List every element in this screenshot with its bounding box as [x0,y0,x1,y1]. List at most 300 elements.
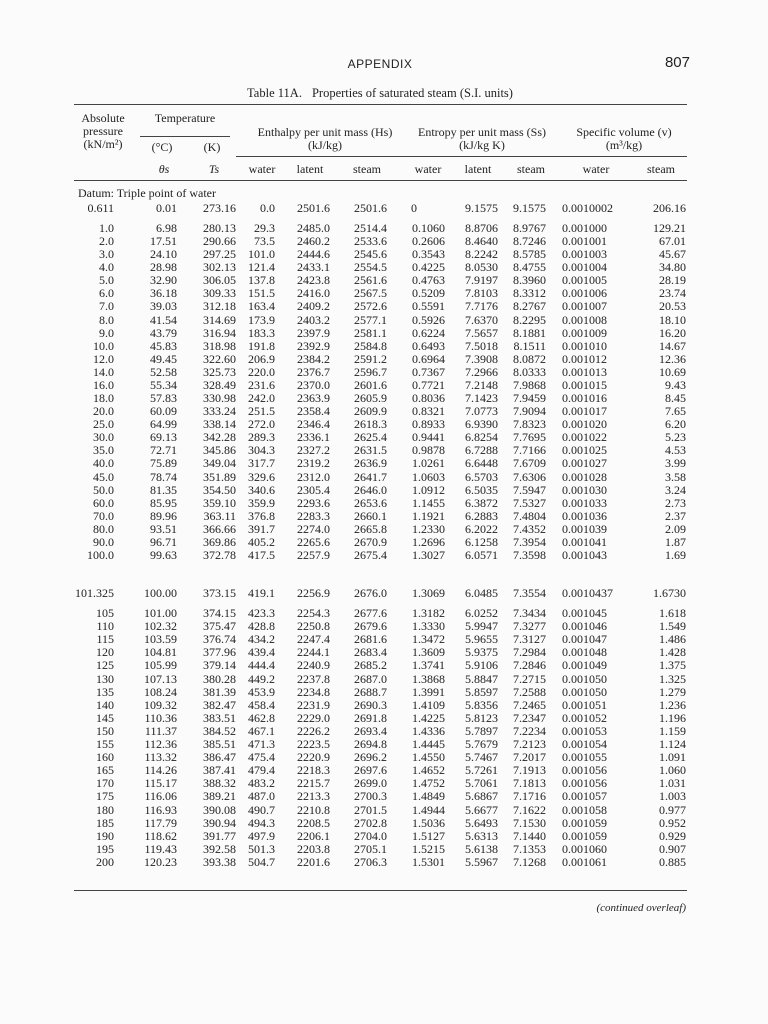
cell-s-latent: 6.0571 [465,548,498,562]
header-entropy: Entropy per unit mass (Ss) [418,125,546,139]
cell-s-steam: 7.2123 [513,737,546,751]
cell-s-latent: 5.7261 [465,763,498,778]
cell-h-steam: 2596.7 [354,364,387,379]
cell-h-steam: 2705.1 [354,841,387,856]
cell-t-s: 318.98 [203,338,236,353]
cell-h-water: 101.0 [248,247,275,262]
cell-pressure: 25.0 [93,417,114,432]
cell-s-latent: 7.5657 [465,325,498,340]
table-row [74,633,687,645]
cell-v-water: 0.001053 [562,723,607,738]
header-theta: θs [158,162,170,176]
cell-s-water: 1.4225 [412,710,445,725]
cell-v-steam: 10.69 [659,364,686,379]
cell-v-steam: 34.80 [659,260,686,275]
cell-h-steam: 2609.9 [354,404,387,419]
cell-v-steam: 1.618 [659,606,686,620]
cell-h-water: 183.3 [248,325,275,340]
cell-h-water: 242.0 [248,391,275,406]
cell-s-water: 1.1921 [412,508,445,523]
cell-h-steam: 2701.5 [354,802,387,817]
table-row [74,418,687,430]
cell-v-steam: 28.19 [659,273,686,288]
cell-v-water: 0.001030 [562,482,607,497]
cell-v-water: 0.001000 [562,221,607,235]
cell-h-latent: 2363.9 [297,391,330,406]
cell-v-water: 0.001056 [562,763,607,778]
cell-s-latent: 5.7061 [465,776,498,791]
cell-h-latent: 2220.9 [297,750,330,765]
cell-s-steam: 8.1511 [513,338,546,353]
cell-s-latent: 5.6867 [465,789,498,804]
cell-s-latent: 6.2022 [465,521,498,536]
cell-t-s: 383.51 [203,710,236,725]
cell-v-steam: 14.67 [659,338,686,353]
cell-h-steam: 2694.8 [354,737,387,751]
cell-s-water: 0 [411,201,417,215]
cell-s-water: 1.3609 [412,645,445,660]
cell-h-steam: 2618.3 [354,417,387,432]
cell-s-steam: 8.3312 [513,286,546,301]
cell-v-steam: 23.74 [659,286,686,301]
cell-h-steam: 2641.7 [354,469,387,484]
table-row [74,248,687,260]
cell-h-water: 29.3 [254,221,275,235]
cell-pressure: 5.0 [99,273,114,288]
cell-pressure: 80.0 [93,521,114,536]
cell-s-latent: 5.6677 [465,802,498,817]
cell-pressure: 165 [96,763,114,778]
cell-theta-s: 45.83 [150,338,177,353]
cell-v-steam: 67.01 [659,234,686,249]
cell-h-latent: 2346.4 [297,417,330,432]
cell-theta-s: 93.51 [150,521,177,536]
cell-pressure: 7.0 [99,299,114,314]
cell-s-steam: 7.2846 [513,658,546,673]
cell-h-latent: 2208.5 [297,815,330,830]
cell-s-latent: 5.8123 [465,710,498,725]
cell-h-latent: 2397.9 [297,325,330,340]
cell-h-water: 497.9 [248,828,275,843]
cell-v-water: 0.001057 [562,789,607,804]
cell-pressure: 50.0 [93,482,114,497]
cell-pressure: 2.0 [99,234,114,249]
cell-s-water: 1.4550 [412,750,445,765]
cell-h-steam: 2591.2 [354,351,387,366]
cell-theta-s: 24.10 [150,247,177,262]
cell-pressure: 200 [96,854,114,869]
cell-h-latent: 2370.0 [297,377,330,392]
header-pressure-line-3: (kN/m²) [83,137,123,151]
cell-h-water: 173.9 [248,312,275,327]
cell-s-water: 0.6224 [412,325,445,340]
cell-pressure: 3.0 [99,247,114,262]
table-row [74,457,687,469]
cell-h-water: 317.7 [248,456,275,471]
header-s-latent: latent [464,162,492,176]
cell-s-steam: 8.2295 [513,312,546,327]
cell-h-latent: 2312.0 [297,469,330,484]
cell-h-latent: 2409.2 [297,299,330,314]
cell-s-latent: 9.1575 [465,201,498,215]
cell-s-latent: 7.0773 [465,404,498,419]
cell-v-water: 0.001006 [562,286,607,301]
cell-h-steam: 2584.8 [354,338,387,353]
header-Ts: Ts [208,162,220,176]
cell-v-steam: 20.53 [659,299,686,314]
cell-v-steam: 6.20 [665,417,686,432]
table-row [74,620,687,632]
running-title: APPENDIX [347,57,413,71]
cell-s-latent: 6.3872 [465,495,498,510]
cell-h-water: 289.3 [248,430,275,445]
cell-h-latent: 2250.8 [297,619,330,634]
cell-v-water: 0.001025 [562,443,607,458]
header-enthalpy-unit: (kJ/kg) [308,138,342,152]
cell-v-steam: 1.87 [665,534,686,549]
cell-h-steam: 2636.9 [354,456,387,471]
cell-pressure: 170 [96,776,114,791]
cell-t-s: 354.50 [203,482,236,497]
cell-pressure: 135 [96,684,114,699]
cell-h-steam: 2581.1 [354,325,387,340]
cell-h-latent: 2327.2 [297,443,330,458]
cell-v-steam: 4.53 [665,443,686,458]
cell-theta-s: 72.71 [150,443,177,458]
cell-pressure: 190 [96,828,114,843]
cell-s-water: 1.0261 [412,456,445,471]
cell-h-latent: 2203.8 [297,841,330,856]
cell-t-s: 390.08 [203,802,236,817]
cell-h-water: 458.4 [248,697,275,712]
cell-pressure: 175 [96,789,114,804]
cell-v-steam: 3.24 [665,482,686,497]
cell-s-steam: 7.3554 [513,586,546,600]
cell-h-steam: 2514.4 [354,221,387,235]
cell-s-steam: 7.3127 [513,632,546,647]
cell-h-water: 467.1 [248,723,275,738]
table-row [74,659,687,671]
cell-v-steam: 3.58 [665,469,686,484]
cell-theta-s: 117.79 [144,815,177,830]
header-s-steam: steam [517,162,545,176]
continued-note: (continued overleaf) [596,902,686,914]
cell-theta-s: 109.32 [144,697,177,712]
table-row [74,202,687,214]
cell-h-steam: 2605.9 [354,391,387,406]
cell-t-s: 379.14 [203,658,236,673]
cell-t-s: 388.32 [203,776,236,791]
cell-t-s: 382.47 [203,697,236,712]
cell-pressure: 45.0 [93,469,114,484]
cell-t-s: 333.24 [203,404,236,419]
cell-h-steam: 2700.3 [354,789,387,804]
cell-v-water: 0.001055 [562,750,607,765]
cell-s-steam: 7.1530 [513,815,546,830]
cell-h-steam: 2665.8 [354,521,387,536]
cell-h-steam: 2691.8 [354,710,387,725]
cell-v-water: 0.001010 [562,338,607,353]
cell-t-s: 386.47 [203,750,236,765]
cell-s-latent: 7.2966 [465,364,498,379]
cell-h-water: 423.3 [248,606,275,620]
cell-v-water: 0.001001 [562,234,607,249]
cell-s-steam: 7.2588 [513,684,546,699]
page-header [70,54,690,77]
cell-s-steam: 7.2984 [513,645,546,660]
cell-h-steam: 2677.6 [354,606,387,620]
cell-v-steam: 2.73 [665,495,686,510]
cell-theta-s: 36.18 [150,286,177,301]
table-row [74,314,687,326]
cell-h-steam: 2681.6 [354,632,387,647]
table-row [74,353,687,365]
cell-h-steam: 2653.6 [354,495,387,510]
cell-t-s: 309.33 [203,286,236,301]
cell-h-steam: 2567.5 [354,286,387,301]
cell-theta-s: 116.93 [144,802,177,817]
cell-pressure: 140 [96,697,114,712]
cell-v-water: 0.001017 [562,404,607,419]
cell-s-water: 1.3472 [412,632,445,647]
table-row [74,699,687,711]
cell-h-steam: 2631.5 [354,443,387,458]
table-row [74,725,687,737]
cell-t-s: 380.28 [203,671,236,686]
cell-pressure: 9.0 [99,325,114,340]
cell-s-steam: 7.5947 [513,482,546,497]
cell-v-steam: 0.952 [659,815,686,830]
cell-s-water: 1.0603 [412,469,445,484]
cell-v-steam: 45.67 [659,247,686,262]
cell-s-water: 0.8321 [412,404,445,419]
cell-v-water: 0.001022 [562,430,607,445]
cell-h-latent: 2460.2 [297,234,330,249]
cell-h-latent: 2254.3 [297,606,330,620]
header-h-steam: steam [353,162,381,176]
cell-t-s: 376.74 [203,632,236,647]
cell-pressure: 150 [96,723,114,738]
cell-pressure: 10.0 [93,338,114,353]
cell-s-water: 1.3991 [412,684,445,699]
cell-h-water: 251.5 [248,404,275,419]
cell-s-water: 0.2606 [412,234,445,249]
cell-h-water: 340.6 [248,482,275,497]
cell-s-water: 0.5209 [412,286,445,301]
cell-h-water: 444.4 [248,658,275,673]
table-row [74,549,687,561]
cell-pressure: 12.0 [93,351,114,366]
cell-h-water: 504.7 [248,854,275,869]
cell-t-s: 366.66 [203,521,236,536]
cell-t-s: 322.60 [203,351,236,366]
cell-s-water: 1.3182 [412,606,445,620]
table-row [74,817,687,829]
cell-s-steam: 7.6709 [513,456,546,471]
cell-t-s: 369.86 [203,534,236,549]
cell-v-water: 0.001060 [562,841,607,856]
cell-s-latent: 8.2242 [465,247,498,262]
table-caption [70,86,690,101]
cell-s-water: 1.0912 [412,482,445,497]
cell-h-water: 490.7 [248,802,275,817]
cell-t-s: 351.89 [203,469,236,484]
cell-theta-s: 32.90 [150,273,177,288]
cell-s-latent: 5.7897 [465,723,498,738]
cell-s-latent: 5.8597 [465,684,498,699]
cell-h-water: 220.0 [248,364,275,379]
cell-t-s: 391.77 [203,828,236,843]
cell-v-water: 0.001048 [562,645,607,660]
cell-t-s: 387.41 [203,763,236,778]
cell-v-steam: 8.45 [665,391,686,406]
cell-t-s: 384.52 [203,723,236,738]
cell-v-water: 0.001041 [562,534,607,549]
cell-s-steam: 7.4804 [513,508,546,523]
cell-s-steam: 7.1913 [513,763,546,778]
cell-h-water: 329.6 [248,469,275,484]
table-row [74,764,687,776]
cell-h-water: 487.0 [248,789,275,804]
cell-h-water: 419.1 [248,586,275,600]
cell-theta-s: 55.34 [150,377,177,392]
table-row [74,646,687,658]
table-row [74,673,687,685]
cell-t-s: 381.39 [203,684,236,699]
cell-s-latent: 6.7288 [465,443,498,458]
cell-v-water: 0.001047 [562,632,607,647]
cell-v-water: 0.001008 [562,312,607,327]
table-title: Properties of saturated steam (S.I. units) [311,86,513,100]
cell-h-latent: 2305.4 [297,482,330,497]
cell-v-water: 0.001058 [562,802,607,817]
cell-t-s: 373.15 [203,586,236,600]
cell-h-steam: 2501.6 [354,201,387,215]
cell-t-s: 328.49 [203,377,236,392]
cell-s-latent: 6.8254 [465,430,498,445]
cell-s-water: 1.3069 [412,586,445,600]
datum-label: Datum: Triple point of water [78,186,216,200]
cell-s-water: 1.5036 [412,815,445,830]
header-enthalpy: Enthalpy per unit mass (Hs) [257,125,393,139]
cell-v-water: 0.001012 [562,351,607,366]
cell-h-water: 462.8 [248,710,275,725]
cell-h-steam: 2697.6 [354,763,387,778]
cell-h-steam: 2625.4 [354,430,387,445]
cell-v-steam: 1.6730 [653,586,686,600]
cell-s-steam: 8.1881 [513,325,546,340]
cell-s-water: 0.7721 [412,377,445,392]
cell-theta-s: 57.83 [150,391,177,406]
header-pressure [74,112,132,151]
cell-v-steam: 7.65 [665,404,686,419]
cell-h-water: 231.6 [248,377,275,392]
cell-theta-s: 115.17 [144,776,177,791]
cell-pressure: 195 [96,841,114,856]
cell-v-steam: 2.37 [665,508,686,523]
cell-h-water: 494.3 [248,815,275,830]
cell-pressure: 18.0 [93,391,114,406]
cell-s-steam: 7.1440 [513,828,546,843]
cell-t-s: 389.21 [203,789,236,804]
cell-v-water: 0.001033 [562,495,607,510]
cell-s-steam: 8.9767 [513,221,546,235]
cell-v-steam: 1.159 [659,723,686,738]
cell-v-water: 0.0010002 [562,201,613,215]
cell-h-latent: 2247.4 [297,632,330,647]
cell-s-steam: 7.1716 [513,789,546,804]
cell-s-steam: 7.6306 [513,469,546,484]
page-number: 807 [664,54,690,71]
cell-s-water: 0.3543 [412,247,445,262]
cell-h-latent: 2213.3 [297,789,330,804]
cell-t-s: 280.13 [203,221,236,235]
cell-theta-s: 28.98 [150,260,177,275]
cell-theta-s: 118.62 [144,828,177,843]
cell-s-latent: 6.6448 [465,456,498,471]
table-row [74,444,687,456]
cell-s-latent: 7.9197 [465,273,498,288]
cell-pressure: 20.0 [93,404,114,419]
cell-v-steam: 18.10 [659,312,686,327]
cell-s-water: 0.1060 [412,221,445,235]
cell-v-steam: 1.124 [659,737,686,751]
cell-v-steam: 1.325 [659,671,686,686]
header-bottom-rule [74,180,687,181]
cell-s-water: 1.5215 [412,841,445,856]
cell-s-steam: 8.4755 [513,260,546,275]
table-row [74,510,687,522]
header-entropy-unit: (kJ/kg K) [459,138,505,152]
cell-theta-s: 96.71 [150,534,177,549]
cell-h-latent: 2501.6 [297,201,330,215]
cell-v-steam: 9.43 [665,377,686,392]
table-row [74,738,687,750]
cell-h-latent: 2223.5 [297,737,330,751]
cell-h-water: 391.7 [248,521,275,536]
cell-s-steam: 7.9868 [513,377,546,392]
cell-theta-s: 69.13 [150,430,177,445]
table-row [74,497,687,509]
cell-s-latent: 6.2883 [465,508,498,523]
cell-h-water: 272.0 [248,417,275,432]
cell-s-steam: 7.3954 [513,534,546,549]
cell-v-water: 0.001004 [562,260,607,275]
cell-theta-s: 112.36 [144,737,177,751]
cell-t-s: 377.96 [203,645,236,660]
cell-s-steam: 7.1813 [513,776,546,791]
cell-h-latent: 2319.2 [297,456,330,471]
cell-s-steam: 8.7246 [513,234,546,249]
cell-theta-s: 81.35 [150,482,177,497]
cell-s-latent: 8.8706 [465,221,498,235]
cell-s-steam: 7.4352 [513,521,546,536]
cell-s-steam: 8.0872 [513,351,546,366]
cell-h-latent: 2231.9 [297,697,330,712]
cell-theta-s: 78.74 [150,469,177,484]
cell-s-latent: 5.7467 [465,750,498,765]
cell-s-steam: 7.3598 [513,548,546,562]
cell-v-steam: 1.69 [665,548,686,562]
cell-v-water: 0.001043 [562,548,607,562]
table-row [74,379,687,391]
cell-s-steam: 7.2017 [513,750,546,765]
cell-v-steam: 0.907 [659,841,686,856]
cell-h-water: 191.8 [248,338,275,353]
cell-v-steam: 0.977 [659,802,686,817]
cell-t-s: 372.78 [203,548,236,562]
cell-t-s: 345.86 [203,443,236,458]
